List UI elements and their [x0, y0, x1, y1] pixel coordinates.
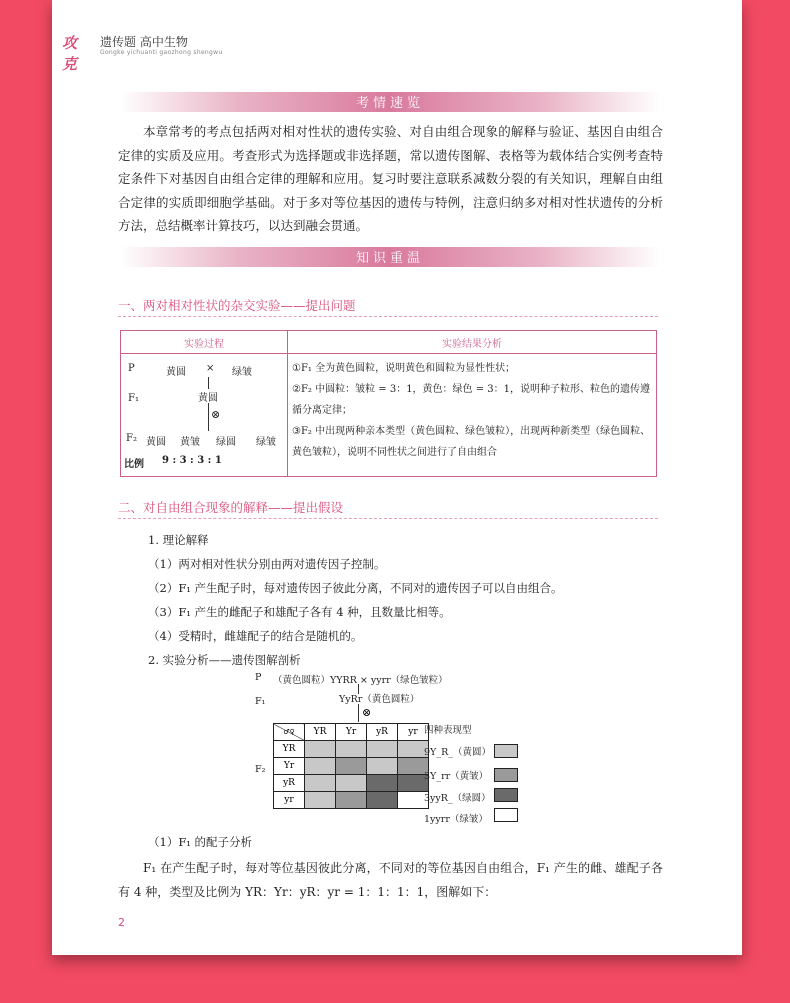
banner-knowledge-review-label: 知识重温 [355, 251, 424, 266]
table-head-results: 实验结果分析 [288, 331, 657, 354]
page-number: 2 [118, 916, 125, 929]
punnett-cell [305, 775, 336, 792]
legend-swatch-4 [494, 808, 518, 822]
theory-item-1: （1）两对相对性状分别由两对遗传因子控制。 [148, 557, 386, 571]
gamete-paragraph: F₁ 在产生配子时，每对等位基因彼此分离，不同对的等位基因自由组合，F₁ 产生的雌、雄配子各有 4 种，类型及比例为 YR：Yr：yR：yr = 1：1：1：1，图解如下： [118, 861, 663, 899]
ratio-values: 9 : 3 : 3 : 1 [162, 455, 222, 466]
section1-title: 一、两对相对性状的杂交实验——提出问题 [118, 298, 356, 313]
arrow-f1-f2 [208, 403, 209, 431]
theory-item-4: （4）受精时，雌雄配子的结合是随机的。 [148, 629, 363, 643]
punnett-cell [336, 792, 367, 809]
legend-swatch-2 [494, 768, 518, 782]
punnett-cell [336, 741, 367, 758]
header-subtitle: Gongke yichuanti gaozhong shengwu [100, 49, 223, 56]
banner-knowledge-review [120, 247, 660, 267]
theory-item-3: （3）F₁ 产生的雌配子和雄配子各有 4 种，且数量比相等。 [148, 605, 451, 619]
punnett-cell [367, 792, 398, 809]
legend-label-2: 3Y_rr（黄皱） [424, 771, 489, 782]
result-1: ①F₁ 全为黄色圆粒，说明黄色和圆粒为显性性状； [292, 363, 516, 374]
punnett-col-header: yr [398, 724, 429, 741]
punnett-cell [305, 741, 336, 758]
table-head-process: 实验过程 [121, 331, 288, 354]
punnett-square [273, 723, 429, 809]
legend-label-3: 3yyR_（绿圆） [424, 793, 491, 804]
f1-phenotype: 黄圆 [198, 393, 218, 404]
theory-item-2: （2）F₁ 产生配子时，每对遗传因子彼此分离，不同对的遗传因子可以自由组合。 [148, 581, 563, 595]
punnett-corner: ♂♀ [274, 724, 305, 741]
legend-title: 四种表现型 [424, 725, 472, 736]
header-title: 遗传题 高中生物 [100, 35, 188, 49]
f2-yellow-wrinkled: 黄皱 [180, 437, 200, 448]
gamete-heading: （1）F₁ 的配子分析 [148, 835, 253, 849]
f2-green-round: 绿圆 [216, 437, 236, 448]
punnett-col-header: YR [305, 724, 336, 741]
diagram-f2-label: F₂ [255, 764, 266, 775]
legend-swatch-3 [494, 788, 518, 802]
legend-label-4: 1yyrr（绿皱） [424, 814, 488, 825]
punnett-row-header: yR [274, 775, 305, 792]
diagram-f1-label: F₁ [255, 696, 266, 707]
series-logo: 攻克 [62, 34, 77, 73]
diagram-arrow-2 [358, 704, 359, 722]
selfing-symbol: ⊗ [211, 408, 221, 421]
diagram-f1-genotype: YyRr（黄色圆粒） [339, 694, 420, 705]
diagram-p-cross: （黄色圆粒）YYRR × yyrr（绿色皱粒） [273, 675, 448, 686]
punnett-col-header: yR [367, 724, 398, 741]
banner-exam-overview-label: 考情速览 [355, 96, 424, 111]
punnett-cell [367, 741, 398, 758]
punnett-cell [367, 758, 398, 775]
analysis-heading: 2. 实验分析——遗传图解剖析 [148, 653, 301, 667]
p-yellow-round: 黄圆 [166, 367, 186, 378]
diagram-selfing-symbol: ⊗ [362, 706, 372, 719]
punnett-cell [336, 758, 367, 775]
punnett-row-header: yr [274, 792, 305, 809]
section1-divider [118, 316, 658, 317]
section2-divider [118, 518, 658, 519]
p-label: P [128, 363, 135, 374]
arrow-p-f1 [208, 377, 209, 389]
legend-label-1: 9Y_R_（黄圆） [424, 747, 491, 758]
intro-paragraph: 本章常考的考点包括两对相对性状的遗传实验、对自由组合现象的解释与验证、基因自由组合定律的实质及应用。考查形式为选择题或非选择题，常以遗传图解、表格等为载体结合实例考查特定条件下对基因自由组合定律的理解和应用。复习时要注意联系减数分裂的有关知识，理解自由组合定律的实质即细胞学基础。对于多对等位基因的遗传与特例，注意归纳多对相对性状遗传的分析方法，总结概率计算技巧，以达到融会贯通。 [118, 124, 663, 233]
punnett-row-header: YR [274, 741, 305, 758]
legend-swatch-1 [494, 744, 518, 758]
diagram-p-label: P [255, 672, 262, 683]
result-2: ②F₂ 中圆粒：皱粒 = 3：1，黄色：绿色 = 3：1，说明种子粒形、粒色的遗传遵循分离定律； [292, 384, 651, 416]
f1-label: F₁ [128, 393, 139, 404]
p-green-wrinkled: 绿皱 [232, 367, 252, 378]
punnett-cell [367, 775, 398, 792]
experiment-table [120, 330, 657, 477]
f2-green-wrinkled: 绿皱 [256, 437, 276, 448]
banner-exam-overview [120, 92, 660, 112]
result-3: ③F₂ 中出现两种亲本类型（黄色圆粒、绿色皱粒），出现两种新类型（绿色圆粒、黄色皱粒），说明不同性状之间进行了自由组合 [292, 426, 651, 458]
ratio-label: 比例 [124, 459, 144, 470]
punnett-col-header: Yr [336, 724, 367, 741]
f2-yellow-round: 黄圆 [146, 437, 166, 448]
cross-symbol: × [206, 363, 215, 374]
punnett-cell [305, 792, 336, 809]
f2-label: F₂ [126, 433, 137, 444]
punnett-cell [305, 758, 336, 775]
punnett-cell [336, 775, 367, 792]
cross-process [122, 355, 284, 475]
theory-heading: 1. 理论解释 [148, 533, 209, 547]
punnett-row-header: Yr [274, 758, 305, 775]
section2-title: 二、对自由组合现象的解释——提出假设 [118, 500, 344, 515]
